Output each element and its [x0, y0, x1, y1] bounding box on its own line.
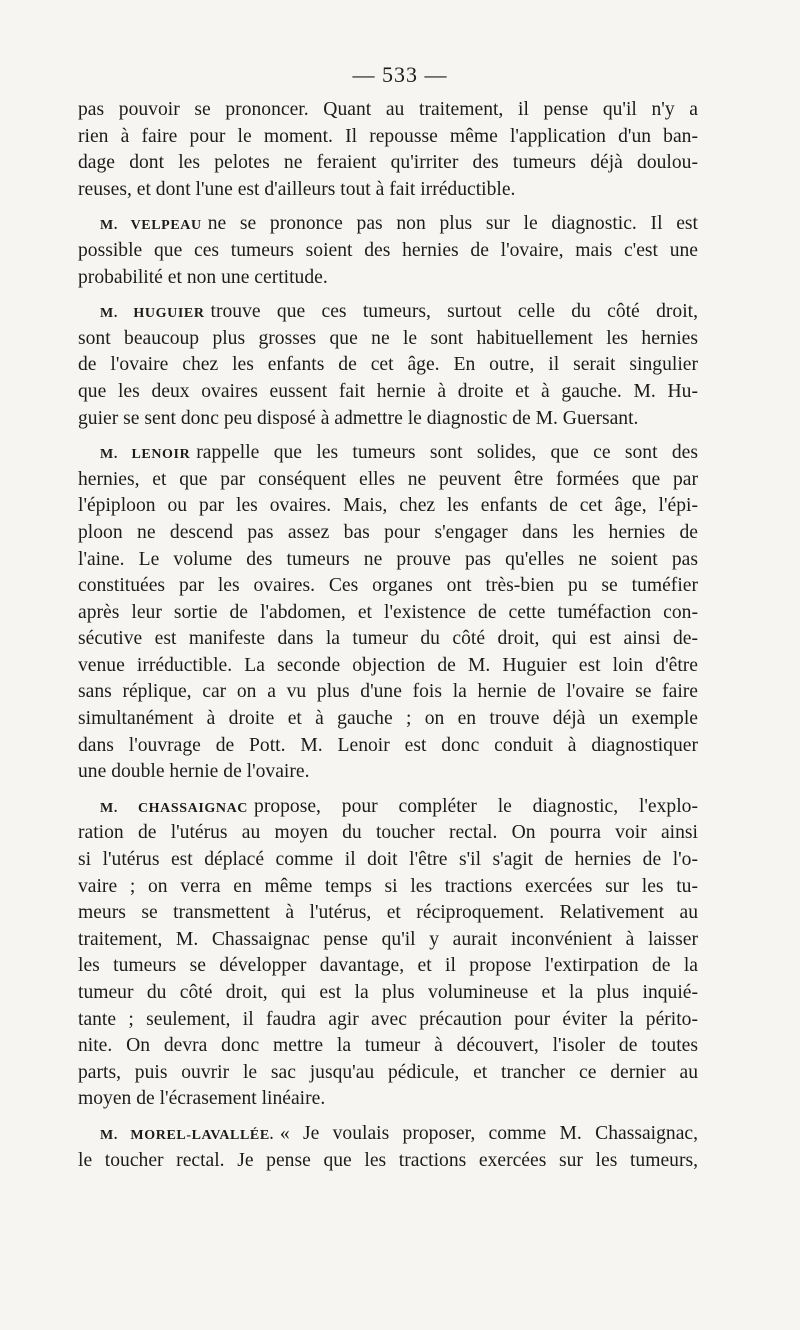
- text-line: [78, 1033, 698, 1060]
- text-line: [78, 124, 698, 151]
- text-line: [78, 600, 698, 627]
- line-text: l'aine. Le volume des tumeurs ne prouve pas qu'elles ne soient pas: [78, 548, 698, 570]
- speaker-name: M. HUGUIER: [100, 306, 205, 322]
- text-line: [78, 1086, 698, 1113]
- text-line: [78, 679, 698, 706]
- text-line: [78, 406, 698, 433]
- line-text: le toucher rectal. Je pense que les tractions exercées sur les tumeurs,: [78, 1149, 698, 1171]
- text-line: [78, 1121, 698, 1148]
- text-line: [78, 794, 698, 821]
- line-text: les tumeurs se développer davantage, et il propose l'extirpation de la: [78, 955, 698, 977]
- text-line: [78, 980, 698, 1007]
- text-line: [78, 238, 698, 265]
- line-text: dage dont les pelotes ne feraient qu'irriter des tumeurs déjà doulou-: [78, 152, 698, 174]
- text-line: [78, 820, 698, 847]
- text-line: [78, 626, 698, 653]
- speaker-name: M. VELPEAU: [100, 218, 202, 234]
- text-line: [78, 847, 698, 874]
- line-text: possible que ces tumeurs soient des hernies de l'ovaire, mais c'est une: [78, 239, 698, 261]
- text-line: [78, 874, 698, 901]
- line-text: rappelle que les tumeurs sont solides, que ce sont des: [196, 442, 698, 464]
- line-text: dans l'ouvrage de Pott. M. Lenoir est donc conduit à diagnostiquer: [78, 734, 698, 756]
- text-line: [78, 440, 698, 467]
- line-text: tante ; seulement, il faudra agir avec précaution pour éviter la périto-: [78, 1008, 698, 1030]
- line-text: sécutive est manifeste dans la tumeur du côté droit, qui est ainsi de-: [78, 628, 698, 650]
- paragraph-gap: [78, 1113, 698, 1121]
- text-line: [78, 493, 698, 520]
- line-text: une double hernie de l'ovaire.: [78, 761, 310, 783]
- text-line: [78, 927, 698, 954]
- line-text: tumeur du côté droit, qui est la plus volumineuse et la plus inquié-: [78, 982, 698, 1003]
- speaker-name: M. MOREL-LAVALLÉE.: [100, 1127, 274, 1143]
- line-text: trouve que ces tumeurs, surtout celle du côté droit,: [210, 301, 698, 323]
- text-line: [78, 467, 698, 494]
- paragraph-gap: [78, 432, 698, 440]
- text-line: [78, 299, 698, 326]
- text-line: [78, 953, 698, 980]
- text-line: [78, 211, 698, 238]
- speaker-name: M. LENOIR: [100, 447, 191, 463]
- line-text: simultanément à droite et à gauche ; on en trouve déjà un exemple: [78, 708, 698, 730]
- line-text: reuses, et dont l'une est d'ailleurs tout à fait irréductible.: [78, 178, 516, 200]
- line-text: « Je voulais proposer, comme M. Chassaignac,: [279, 1122, 698, 1144]
- text-line: [78, 97, 698, 124]
- line-text: sont beaucoup plus grosses que ne le sont habituellement les hernies: [78, 327, 698, 349]
- paragraph: [78, 440, 698, 786]
- line-text: si l'utérus est déplacé comme il doit l'être s'il s'agit de hernies de l'o-: [78, 849, 698, 871]
- text-line: [78, 547, 698, 574]
- paragraph-gap: [78, 291, 698, 299]
- text-line: [78, 759, 698, 786]
- line-text: meurs se transmettent à l'utérus, et réciproquement. Relativement au: [78, 902, 698, 924]
- line-text: ne se prononce pas non plus sur le diagnostic. Il est: [207, 213, 699, 235]
- paragraph: [78, 1121, 698, 1174]
- line-text: rien à faire pour le moment. Il repousse même l'application d'un ban-: [78, 125, 698, 147]
- line-text: parts, puis ouvrir le sac jusqu'au pédicule, et trancher ce dernier au: [78, 1061, 698, 1083]
- text-line: [78, 900, 698, 927]
- text-line: [78, 150, 698, 177]
- paragraph: [78, 299, 698, 432]
- line-text: nite. On devra donc mettre la tumeur à découvert, l'isoler de toutes: [78, 1035, 698, 1057]
- speaker-name: M. CHASSAIGNAC: [100, 800, 249, 816]
- paragraph: [78, 794, 698, 1113]
- paragraph: [78, 97, 698, 203]
- line-text: guier se sent donc peu disposé à admettre le diagnostic de M. Guersant.: [78, 407, 639, 429]
- line-text: après leur sortie de l'abdomen, et l'existence de cette tuméfaction con-: [78, 601, 698, 623]
- line-text: propose, pour compléter le diagnostic, l'explo-: [254, 795, 698, 817]
- line-text: moyen de l'écrasement linéaire.: [78, 1088, 326, 1110]
- line-text: que les deux ovaires eussent fait hernie à droite et à gauche. M. Hu-: [78, 380, 698, 402]
- text-line: [78, 1148, 698, 1175]
- line-text: hernies, et que par conséquent elles ne peuvent être formées que par: [78, 468, 698, 490]
- paragraph: [78, 211, 698, 291]
- line-text: l'épiploon ou par les ovaires. Mais, chez les enfants de cet âge, l'épi-: [78, 495, 698, 517]
- line-text: pas pouvoir se prononcer. Quant au traitement, il pense qu'il n'y a: [78, 99, 698, 120]
- text-line: [78, 1060, 698, 1087]
- line-text: vaire ; on verra en même temps si les tractions exercées sur les tu-: [78, 875, 698, 897]
- line-text: de l'ovaire chez les enfants de cet âge. En outre, il serait singulier: [78, 354, 698, 376]
- line-text: ploon ne descend pas assez bas pour s'engager dans les hernies de: [78, 521, 698, 543]
- text-line: [78, 573, 698, 600]
- text-line: [78, 1007, 698, 1034]
- text-line: [78, 326, 698, 353]
- text-line: [78, 733, 698, 760]
- paragraph-gap: [78, 786, 698, 794]
- page-number: — 533 —: [352, 62, 448, 87]
- text-line: [78, 177, 698, 204]
- text-line: [78, 379, 698, 406]
- paragraph-gap: [78, 203, 698, 211]
- text-line: [78, 352, 698, 379]
- text-line: [78, 706, 698, 733]
- text-line: [78, 265, 698, 292]
- text-line: [78, 520, 698, 547]
- line-text: constituées par les ovaires. Ces organes ont très-bien pu se tuméfier: [78, 575, 698, 597]
- line-text: ration de l'utérus au moyen du toucher rectal. On pourra voir ainsi: [78, 822, 698, 844]
- body-text: [78, 97, 698, 1174]
- line-text: traitement, M. Chassaignac pense qu'il y aurait inconvénient à laisser: [78, 928, 698, 950]
- line-text: probabilité et non une certitude.: [78, 266, 328, 288]
- text-line: [78, 653, 698, 680]
- line-text: venue irréductible. La seconde objection de M. Huguier est loin d'être: [78, 654, 698, 676]
- line-text: sans réplique, car on a vu plus d'une fois la hernie de l'ovaire se faire: [78, 681, 698, 703]
